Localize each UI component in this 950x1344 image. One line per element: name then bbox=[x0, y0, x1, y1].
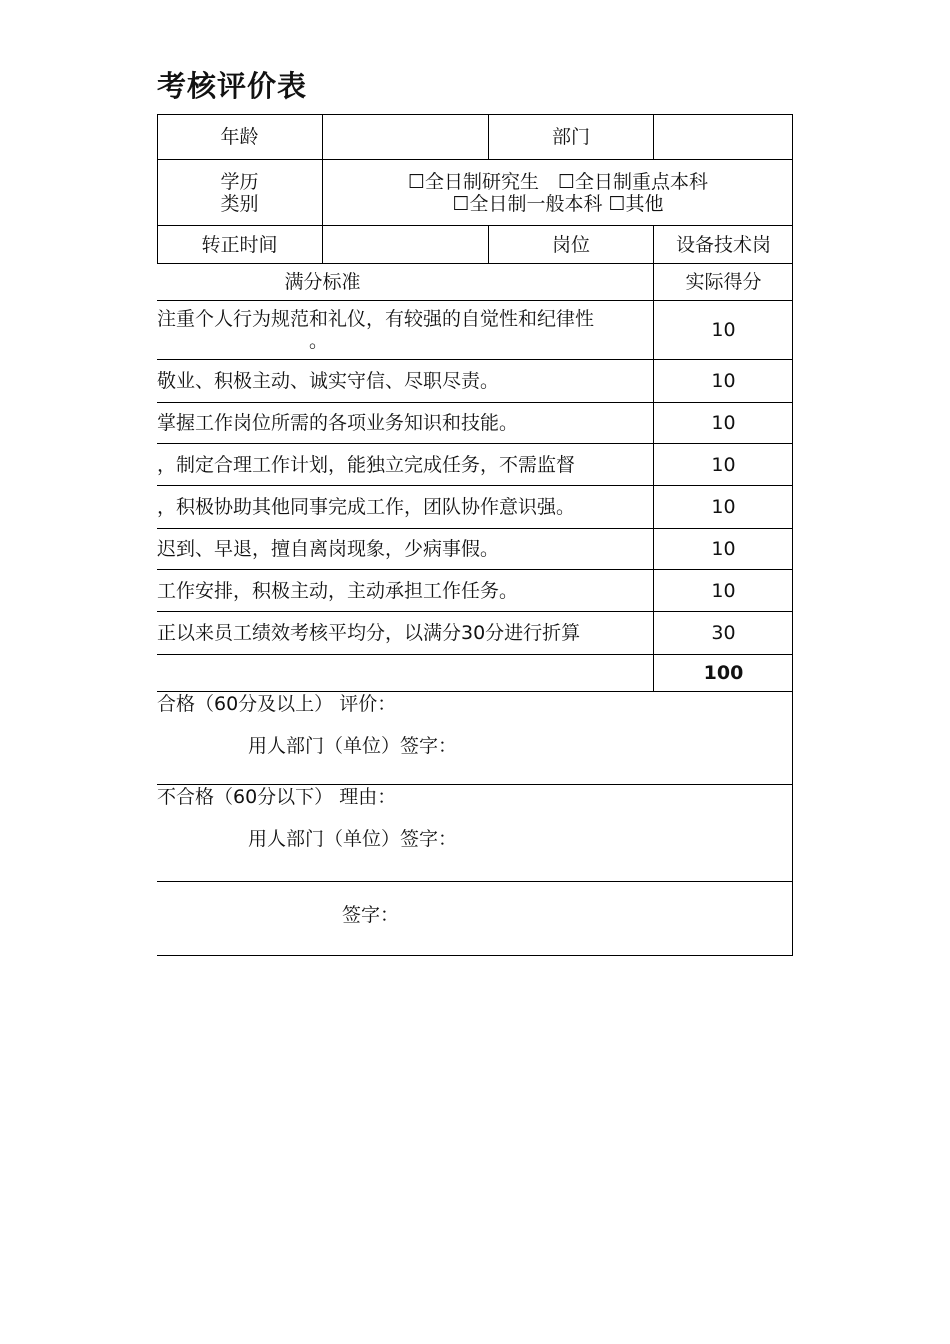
page-title: 考核评价表 bbox=[157, 69, 308, 103]
education-label-line1: 学历 bbox=[220, 170, 259, 193]
standard-text: 敬业、积极主动、诚实守信、尽职尽责。 bbox=[157, 370, 500, 392]
standard-cell-2 bbox=[157, 360, 649, 402]
standard-text: ，积极协助其他同事完成工作，团队协作意识强。 bbox=[157, 496, 576, 518]
post-label: 岗位 bbox=[551, 233, 590, 256]
age-label: 年龄 bbox=[220, 125, 259, 148]
score-cell: 30 bbox=[711, 622, 736, 644]
standard-cell-8 bbox=[157, 612, 649, 654]
actual-score-header: 实际得分 bbox=[685, 271, 762, 293]
standard-cell-6 bbox=[157, 529, 649, 569]
standard-header: 满分标准 bbox=[284, 271, 361, 293]
standard-cell-3 bbox=[157, 403, 649, 443]
fail-signature: 用人部门（单位）签字： bbox=[248, 828, 458, 850]
evaluation-table bbox=[157, 114, 793, 956]
score-cell: 10 bbox=[711, 319, 736, 341]
education-label bbox=[157, 160, 322, 225]
standard-cell-1 bbox=[157, 301, 649, 359]
score-cell: 10 bbox=[711, 538, 736, 560]
regular-time-field[interactable] bbox=[323, 226, 488, 263]
post-value: 设备技术岗 bbox=[675, 233, 771, 256]
education-options[interactable] bbox=[323, 160, 793, 225]
score-cell: 10 bbox=[711, 453, 736, 476]
regular-time-label: 转正时间 bbox=[201, 233, 278, 256]
education-label-line2: 类别 bbox=[220, 192, 259, 215]
score-cell: 10 bbox=[711, 496, 736, 518]
age-field[interactable] bbox=[323, 114, 488, 159]
standard-text: 注重个人行为规范和礼仪，有较强的自觉性和纪律性 bbox=[157, 308, 595, 330]
standard-text: 掌握工作岗位所需的各项业务知识和技能。 bbox=[157, 412, 519, 434]
standard-text: ，制定合理工作计划，能独立完成任务，不需监督 bbox=[157, 453, 576, 476]
standard-text: 工作安排，积极主动，主动承担工作任务。 bbox=[157, 579, 519, 602]
rule bbox=[157, 881, 793, 882]
score-cell: 10 bbox=[711, 579, 736, 602]
education-options-line1[interactable]: ☐全日制研究生 ☐全日制重点本科 bbox=[407, 170, 709, 193]
pass-evaluation: 合格（60分及以上） 评价： bbox=[157, 693, 397, 715]
education-options-line2[interactable]: ☐全日制一般本科 ☐其他 bbox=[452, 192, 664, 215]
pass-signature: 用人部门（单位）签字： bbox=[248, 735, 458, 757]
standard-cell-4 bbox=[157, 444, 649, 485]
standard-cell-7 bbox=[157, 570, 649, 611]
score-cell: 10 bbox=[711, 370, 736, 392]
standard-text: 正以来员工绩效考核平均分，以满分30分进行折算 bbox=[157, 622, 581, 644]
score-cell: 10 bbox=[711, 412, 736, 434]
total-score: 100 bbox=[703, 662, 744, 684]
standard-cell-5 bbox=[157, 486, 649, 528]
fail-reason: 不合格（60分以下） 理由： bbox=[157, 786, 397, 808]
standard-text-continued: 。 bbox=[309, 330, 329, 352]
department-label: 部门 bbox=[551, 125, 590, 148]
final-signature: 签字： bbox=[342, 904, 400, 926]
standard-text: 迟到、早退，擅自离岗现象，少病事假。 bbox=[157, 538, 500, 560]
department-field[interactable] bbox=[654, 114, 793, 159]
